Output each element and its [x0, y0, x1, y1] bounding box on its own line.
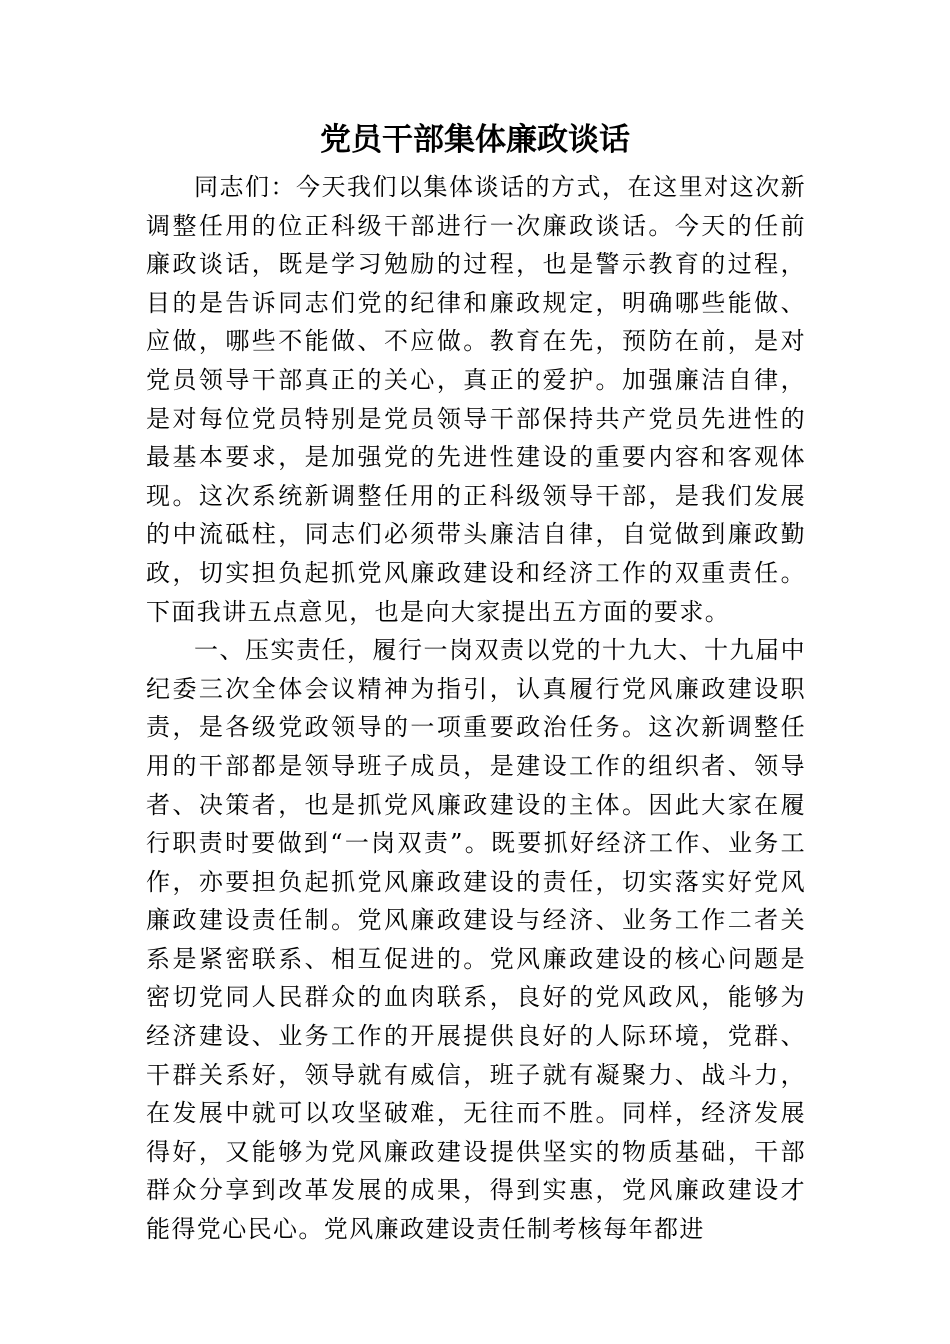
paragraph-section-one: 一、压实责任，履行一岗双责以党的十九大、十九届中纪委三次全体会议精神为指引，认真履行党风廉政建设职责，是各级党政领导的一项重要政治任务。这次新调整任用的干部都是领导班子成员，是建设工作的组织者、领导者、决策者，也是抓党风廉政建设的主体。因此大家在履行职责时要做到“一岗双责”。既要抓好经济工作、业务工作，亦要担负起抓党风廉政建设的责任，切实落实好党风廉政建设责任制。党风廉政建设与经济、业务工作二者关系是紧密联系、相互促进的。党风廉政建设的核心问题是密切党同人民群众的血肉联系，良好的党风政风，能够为经济建设、业务工作的开展提供良好的人际环境，党群、干群关系好，领导就有威信，班子就有凝聚力、战斗力，在发展中就可以攻坚破难，无往而不胜。同样，经济发展得好，又能够为党风廉政建设提供坚实的物质基础，干部群众分享到改革发展的成果，得到实惠，党风廉政建设才能得党心民心。党风廉政建设责任制考核每年都进 — [146, 636, 806, 1244]
paragraph-opening: 同志们：今天我们以集体谈话的方式，在这里对这次新调整任用的位正科级干部进行一次廉政谈话。今天的任前廉政谈话，既是学习勉励的过程，也是警示教育的过程，目的是告诉同志们党的纪律和廉政规定，明确哪些能做、应做，哪些不能做、不应做。教育在先，预防在前，是对党员领导干部真正的关心，真正的爱护。加强廉洁自律，是对每位党员特别是党员领导干部保持共产党员先进性的最基本要求，是加强党的先进性建设的重要内容和客观体现。这次系统新调整任用的正科级领导干部，是我们发展的中流砥柱，同志们必须带头廉洁自律，自觉做到廉政勤政，切实担负起抓党风廉政建设和经济工作的双重责任。下面我讲五点意见，也是向大家提出五方面的要求。 — [146, 173, 806, 626]
document-title: 党员干部集体廉政谈话 — [320, 122, 630, 158]
document-body — [146, 168, 806, 1249]
